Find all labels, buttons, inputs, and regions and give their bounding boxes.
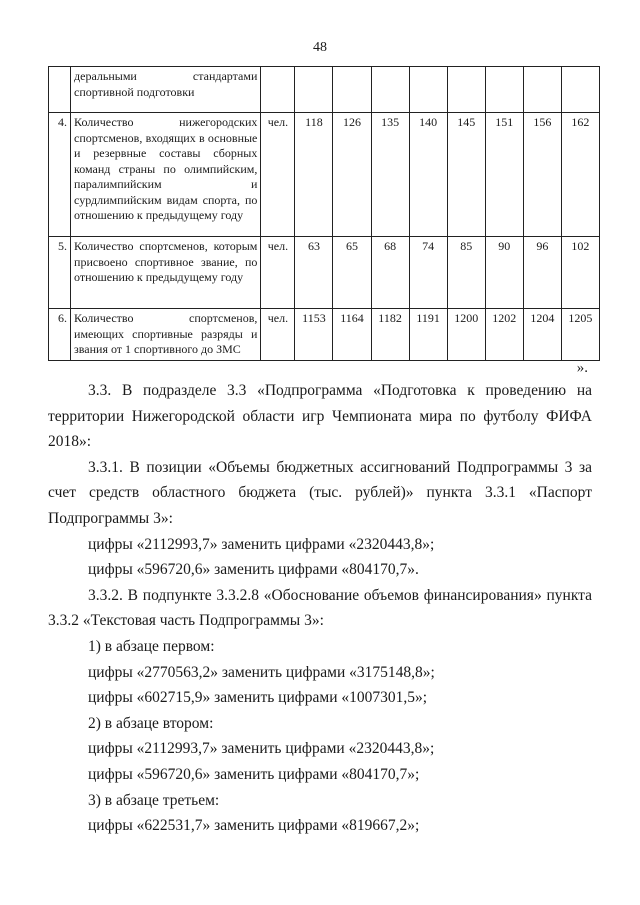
indicator-name: Количество нижегородских спортсменов, входящих в основные и резервные составы сборных команд страны по олимпийским, паралимпийским и сурдлимпийским видам спорта, по отношению к предыдущему году (71, 113, 261, 237)
row-number: 4. (49, 113, 71, 237)
value-cell: 68 (371, 237, 409, 309)
indicator-name: деральными стандартами спортивной подготовки (71, 67, 261, 113)
value-cell: 162 (561, 113, 599, 237)
value-cell (295, 67, 333, 113)
replacement-line: цифры «602715,9» заменить цифрами «1007301,5»; (88, 689, 428, 707)
value-cell: 1202 (485, 309, 523, 361)
value-cell: 90 (485, 237, 523, 309)
replacement-line: цифры «2112993,7» заменить цифрами «2320443,8»; (88, 535, 435, 553)
unit-cell: чел. (261, 237, 295, 309)
sub-item-heading: 2) в абзаце втором: (88, 714, 214, 732)
amendment-text (48, 378, 592, 839)
replacement-line: цифры «2112993,7» заменить цифрами «2320443,8»; (88, 740, 435, 758)
value-cell: 135 (371, 113, 409, 237)
replacement-line: цифры «622531,7» заменить цифрами «819667,2»; (88, 817, 420, 835)
value-cell: 65 (333, 237, 371, 309)
unit-cell (261, 67, 295, 113)
value-cell: 1200 (447, 309, 485, 361)
indicator-name: Количество спортсменов, которым присвоено спортивное звание, по отношению к предыдущему году (71, 237, 261, 309)
table-row (49, 309, 600, 361)
value-cell: 156 (523, 113, 561, 237)
value-cell: 151 (485, 113, 523, 237)
sub-item-heading: 3) в абзаце третьем: (88, 791, 220, 809)
value-cell (485, 67, 523, 113)
paragraph-3-3-1: 3.3.1. В позиции «Объемы бюджетных ассигнований Подпрограммы 3 за счет средств областного бюджета (тыс. рублей)» пункта 3.3.1 «Паспорт Подпрограммы 3»: (48, 458, 592, 527)
value-cell: 1205 (561, 309, 599, 361)
value-cell (523, 67, 561, 113)
value-cell (447, 67, 485, 113)
value-cell: 96 (523, 237, 561, 309)
replacement-line: цифры «596720,6» заменить цифрами «804170,7»; (88, 765, 420, 783)
row-number (49, 67, 71, 113)
replacement-line: цифры «596720,6» заменить цифрами «804170,7». (88, 561, 419, 579)
value-cell: 145 (447, 113, 485, 237)
unit-cell: чел. (261, 113, 295, 237)
value-cell: 85 (447, 237, 485, 309)
page-number: 48 (313, 40, 327, 55)
value-cell: 63 (295, 237, 333, 309)
value-cell: 102 (561, 237, 599, 309)
indicators-table (48, 66, 600, 361)
indicator-name: Количество спортсменов, имеющих спортивные разряды и звания от 1 спортивного до ЗМС (71, 309, 261, 361)
value-cell: 126 (333, 113, 371, 237)
replacement-line: цифры «2770563,2» заменить цифрами «3175148,8»; (88, 663, 435, 681)
value-cell (409, 67, 447, 113)
value-cell: 140 (409, 113, 447, 237)
paragraph-3-3-2: 3.3.2. В подпункте 3.3.2.8 «Обоснование объемов финансирования» пункта 3.3.2 «Текстовая часть Подпрограммы 3»: (48, 586, 592, 630)
unit-cell: чел. (261, 309, 295, 361)
row-number: 5. (49, 237, 71, 309)
value-cell: 1164 (333, 309, 371, 361)
table-row (49, 113, 600, 237)
value-cell: 1191 (409, 309, 447, 361)
table-closing-quote: ». (576, 360, 588, 376)
value-cell (333, 67, 371, 113)
value-cell (561, 67, 599, 113)
table-row (49, 67, 600, 113)
value-cell: 74 (409, 237, 447, 309)
value-cell: 1153 (295, 309, 333, 361)
paragraph-3-3: 3.3. В подразделе 3.3 «Подпрограмма «Подготовка к проведению на территории Нижегородской области игр Чемпионата мира по футболу ФИФА 2018»: (48, 382, 592, 451)
table-row (49, 237, 600, 309)
value-cell: 1204 (523, 309, 561, 361)
value-cell: 1182 (371, 309, 409, 361)
value-cell: 118 (295, 113, 333, 237)
value-cell (371, 67, 409, 113)
row-number: 6. (49, 309, 71, 361)
sub-item-heading: 1) в абзаце первом: (88, 637, 215, 655)
